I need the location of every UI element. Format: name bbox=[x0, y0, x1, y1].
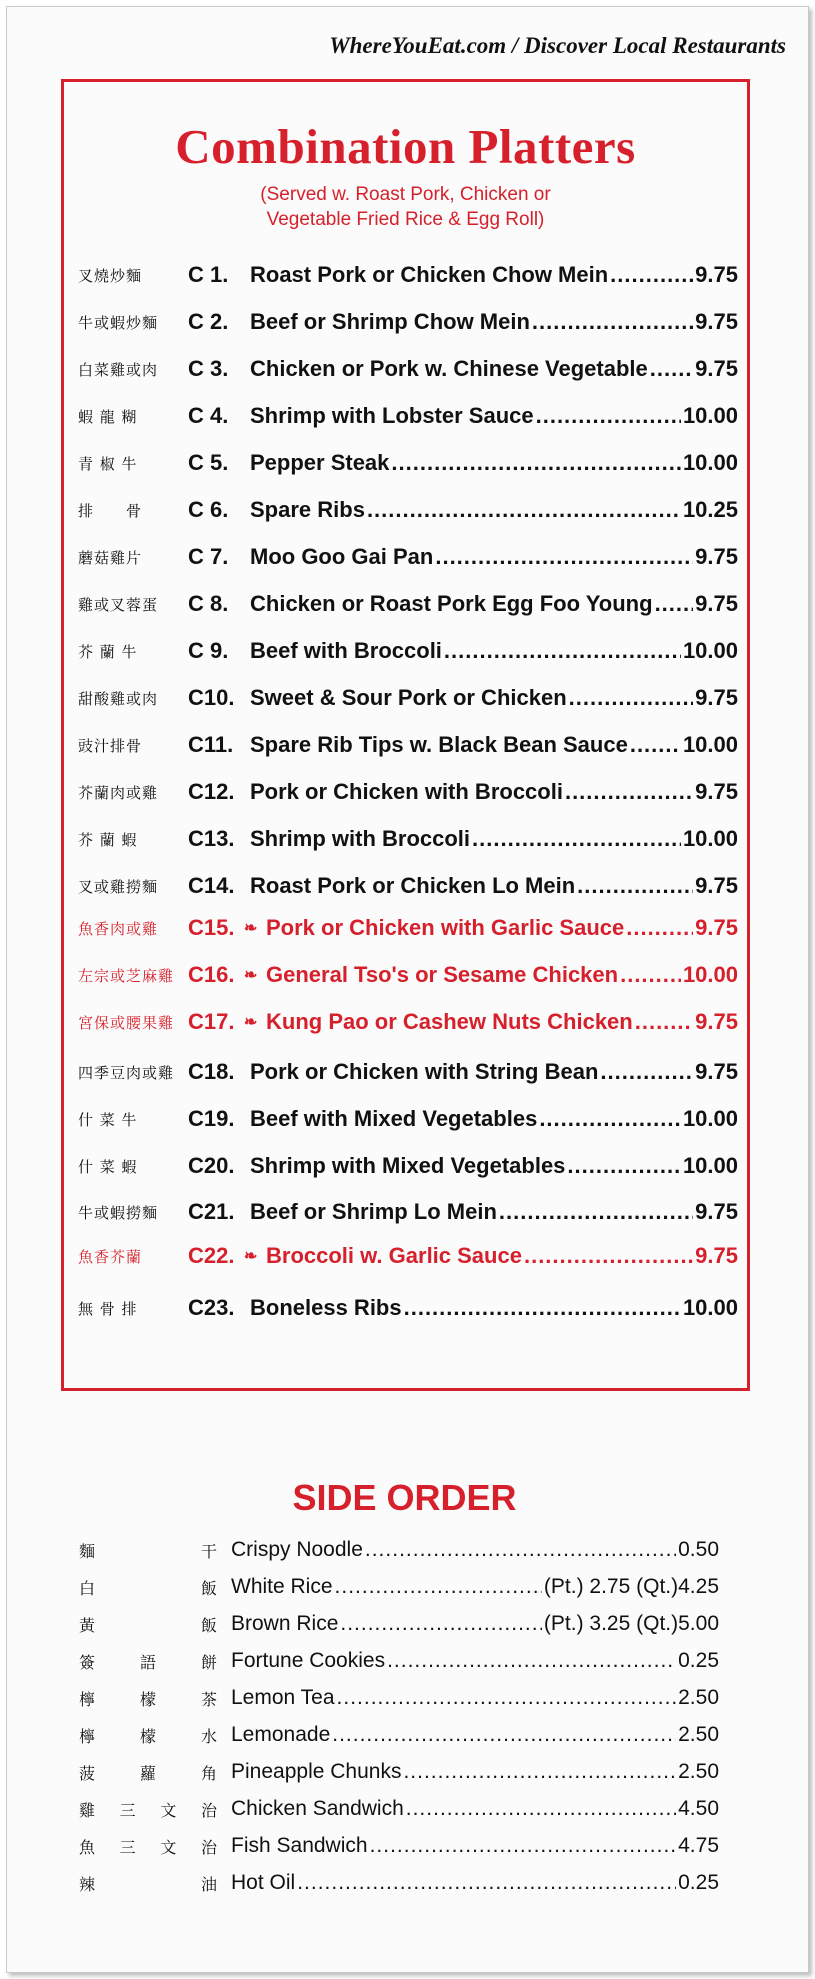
item-code: C20. bbox=[188, 1153, 235, 1178]
leader-dots bbox=[403, 1760, 676, 1784]
item-name: Pork or Chicken with Broccoli bbox=[250, 779, 563, 804]
item-name: Chicken or Roast Pork Egg Foo Young bbox=[250, 591, 653, 616]
side-item bbox=[79, 1646, 719, 1676]
item-name: Beef or Shrimp Chow Mein bbox=[250, 309, 530, 334]
item-price: 9.75 bbox=[695, 1059, 738, 1084]
leader-dots bbox=[340, 1612, 542, 1636]
chinese-name: 魚香芥蘭 bbox=[78, 1247, 143, 1266]
leader-dots bbox=[406, 1797, 676, 1821]
chinese-name bbox=[79, 1613, 231, 1636]
chinese-name: 叉或雞撈麵 bbox=[78, 877, 159, 896]
leader-dots bbox=[297, 1871, 676, 1895]
item-name-wrap bbox=[250, 1199, 695, 1225]
item-price: 9.75 bbox=[695, 873, 738, 898]
item-name: Fortune Cookies bbox=[231, 1649, 386, 1672]
leader-dots bbox=[444, 638, 681, 664]
chinese-name: 蘑菇雞片 bbox=[78, 548, 143, 567]
leader-dots bbox=[472, 826, 681, 852]
item-name-wrap bbox=[250, 1106, 683, 1132]
item-code: C17. bbox=[188, 1009, 235, 1034]
site-header[interactable]: WhereYouEat.com / Discover Local Restaurants bbox=[329, 33, 786, 58]
pint-price: (Pt.) 3.25 (Qt.) bbox=[543, 1612, 679, 1635]
chinese-name: 豉汁排骨 bbox=[78, 736, 143, 755]
item-code: C 4. bbox=[188, 403, 229, 428]
item-price: 10.00 bbox=[682, 1295, 738, 1320]
item-price: 9.75 bbox=[695, 1243, 738, 1268]
chinese-name: 什 菜 蝦 bbox=[78, 1157, 138, 1176]
item-name-wrap bbox=[250, 1059, 695, 1085]
menu-item bbox=[78, 542, 738, 572]
item-name-wrap bbox=[244, 1243, 695, 1269]
item-name: Brown Rice bbox=[231, 1612, 339, 1635]
chinese-char: 治 bbox=[200, 1837, 217, 1857]
chinese-char: 茶 bbox=[200, 1689, 217, 1709]
item-name: Beef with Mixed Vegetables bbox=[250, 1106, 538, 1131]
chinese-char: 檸 bbox=[79, 1689, 96, 1709]
chinese-name: 牛或蝦炒麵 bbox=[78, 313, 159, 332]
menu-item bbox=[78, 636, 738, 666]
item-name-wrap bbox=[250, 638, 683, 664]
item-price: 9.75 bbox=[695, 262, 738, 287]
item-name: Pork or Chicken with Garlic Sauce bbox=[266, 915, 625, 940]
item-price: 2.50 bbox=[678, 1723, 719, 1746]
side-item bbox=[79, 1794, 719, 1824]
leader-dots bbox=[600, 1059, 693, 1085]
item-price: 4.25 bbox=[678, 1575, 719, 1598]
item-name: Fish Sandwich bbox=[231, 1834, 368, 1857]
section-title: Combination Platters bbox=[175, 119, 636, 174]
item-name: Beef with Broccoli bbox=[250, 638, 442, 663]
leader-dots bbox=[367, 497, 681, 523]
item-code: C 2. bbox=[188, 309, 229, 334]
menu-item bbox=[78, 824, 738, 854]
item-price: 2.50 bbox=[678, 1686, 719, 1709]
leader-dots bbox=[565, 779, 693, 805]
chinese-char: 白 bbox=[79, 1578, 96, 1598]
item-name: Hot Oil bbox=[231, 1871, 296, 1894]
chinese-name: 白菜雞或肉 bbox=[78, 360, 159, 379]
item-name: Lemonade bbox=[231, 1723, 331, 1746]
menu-item bbox=[78, 1104, 738, 1134]
chinese-name bbox=[79, 1872, 231, 1895]
menu-item bbox=[78, 960, 738, 990]
menu-item bbox=[78, 683, 738, 713]
leader-dots bbox=[335, 1575, 542, 1599]
item-code: C21. bbox=[188, 1199, 235, 1224]
item-code: C16. bbox=[188, 962, 235, 987]
item-name: Moo Goo Gai Pan bbox=[250, 544, 434, 569]
pepper-icon: ❧ bbox=[244, 1248, 258, 1265]
chinese-name: 什 菜 牛 bbox=[78, 1110, 138, 1129]
item-code: C18. bbox=[188, 1059, 235, 1084]
item-name: Lemon Tea bbox=[231, 1686, 335, 1709]
side-item bbox=[79, 1609, 719, 1639]
item-name: Shrimp with Mixed Vegetables bbox=[250, 1153, 566, 1178]
item-price: 9.75 bbox=[695, 1009, 738, 1034]
chinese-char: 飯 bbox=[200, 1578, 217, 1598]
item-name-wrap bbox=[250, 497, 683, 523]
leader-dots bbox=[391, 450, 681, 476]
chinese-name bbox=[79, 1576, 231, 1599]
item-code: C23. bbox=[188, 1295, 235, 1320]
pepper-icon: ❧ bbox=[244, 967, 258, 984]
item-name: Sweet & Sour Pork or Chicken bbox=[250, 685, 567, 710]
chinese-char: 油 bbox=[200, 1874, 217, 1894]
chinese-char: 菠 bbox=[79, 1763, 96, 1783]
leader-dots bbox=[650, 356, 693, 382]
item-name: General Tso's or Sesame Chicken bbox=[266, 962, 619, 987]
item-code: C11. bbox=[188, 732, 234, 757]
leader-dots bbox=[569, 685, 694, 711]
item-price: 5.00 bbox=[678, 1612, 719, 1635]
item-name: Roast Pork or Chicken Lo Mein bbox=[250, 873, 576, 898]
leader-dots bbox=[337, 1686, 677, 1710]
menu-item bbox=[78, 777, 738, 807]
item-name: Kung Pao or Cashew Nuts Chicken bbox=[266, 1009, 633, 1034]
section-subtitle bbox=[64, 182, 747, 232]
leader-dots bbox=[620, 962, 681, 988]
leader-dots bbox=[404, 1295, 681, 1321]
leader-dots bbox=[567, 1153, 681, 1179]
item-price: 9.75 bbox=[695, 779, 738, 804]
leader-dots bbox=[577, 873, 693, 899]
item-name: Boneless Ribs bbox=[250, 1295, 402, 1320]
chinese-name: 芥 蘭 蝦 bbox=[78, 830, 138, 849]
item-price: 4.50 bbox=[678, 1797, 719, 1820]
chinese-char: 語 bbox=[139, 1652, 156, 1672]
item-code: C 8. bbox=[188, 591, 229, 616]
chinese-name: 青 椒 牛 bbox=[78, 454, 138, 473]
item-code: C 1. bbox=[188, 262, 229, 287]
item-price: 9.75 bbox=[695, 309, 738, 334]
item-name: Spare Rib Tips w. Black Bean Sauce bbox=[250, 732, 628, 757]
item-name: Beef or Shrimp Lo Mein bbox=[250, 1199, 497, 1224]
item-code: C15. bbox=[188, 915, 235, 940]
item-code: C13. bbox=[188, 826, 235, 851]
pepper-icon: ❧ bbox=[244, 920, 258, 937]
leader-dots bbox=[610, 262, 693, 288]
leader-dots bbox=[387, 1649, 676, 1673]
item-price: 0.25 bbox=[678, 1871, 719, 1894]
item-name: Pineapple Chunks bbox=[231, 1760, 402, 1783]
item-price: 2.50 bbox=[678, 1760, 719, 1783]
item-name-wrap bbox=[244, 962, 683, 988]
chinese-name: 牛或蝦撈麵 bbox=[78, 1203, 159, 1222]
item-price: 10.00 bbox=[682, 1106, 738, 1131]
chinese-char: 蘿 bbox=[139, 1763, 156, 1783]
item-name: Chicken Sandwich bbox=[231, 1797, 404, 1820]
menu-item bbox=[78, 448, 738, 478]
item-price: 9.75 bbox=[695, 685, 738, 710]
item-name: Shrimp with Lobster Sauce bbox=[250, 403, 534, 428]
item-price: 10.25 bbox=[682, 497, 738, 522]
item-price: 9.75 bbox=[695, 1199, 738, 1224]
chinese-name: 宮保或腰果雞 bbox=[78, 1013, 175, 1032]
menu-item bbox=[78, 1007, 738, 1037]
side-item bbox=[79, 1757, 719, 1787]
chinese-name bbox=[79, 1650, 231, 1673]
item-price: 4.75 bbox=[678, 1834, 719, 1857]
item-code: C 5. bbox=[188, 450, 229, 475]
chinese-char: 辣 bbox=[79, 1874, 96, 1894]
item-price: 10.00 bbox=[682, 638, 738, 663]
chinese-char: 簽 bbox=[79, 1652, 96, 1672]
item-price: 10.00 bbox=[682, 1153, 738, 1178]
chinese-name bbox=[79, 1724, 231, 1747]
item-code: C 9. bbox=[188, 638, 229, 663]
chinese-char: 水 bbox=[200, 1726, 217, 1746]
chinese-char: 麵 bbox=[79, 1541, 96, 1561]
item-name: Pepper Steak bbox=[250, 450, 390, 475]
chinese-name bbox=[79, 1798, 231, 1821]
item-name: Chicken or Pork w. Chinese Vegetable bbox=[250, 356, 648, 381]
item-name-wrap bbox=[250, 732, 683, 758]
menu-item bbox=[78, 871, 738, 901]
subtitle-line-1: (Served w. Roast Pork, Chicken or bbox=[260, 184, 551, 205]
chinese-name: 叉燒炒麵 bbox=[78, 266, 143, 285]
item-name-wrap bbox=[250, 1295, 683, 1321]
item-name-wrap bbox=[250, 403, 683, 429]
chinese-name: 無 骨 排 bbox=[78, 1299, 138, 1318]
chinese-char: 檬 bbox=[139, 1726, 156, 1746]
leader-dots bbox=[536, 403, 681, 429]
menu-item bbox=[78, 495, 738, 525]
side-item bbox=[79, 1572, 719, 1602]
item-name-wrap bbox=[250, 309, 695, 335]
chinese-name bbox=[79, 1539, 231, 1562]
chinese-char: 干 bbox=[200, 1541, 217, 1561]
chinese-name: 蝦 龍 糊 bbox=[78, 407, 138, 426]
chinese-name: 魚香肉或雞 bbox=[78, 919, 159, 938]
combination-platters-section bbox=[61, 79, 750, 1391]
chinese-char: 餅 bbox=[200, 1652, 217, 1672]
item-code: C19. bbox=[188, 1106, 235, 1131]
item-price: 9.75 bbox=[695, 544, 738, 569]
chinese-name bbox=[79, 1835, 231, 1858]
pepper-icon: ❧ bbox=[244, 1014, 258, 1031]
item-price: 0.25 bbox=[678, 1649, 719, 1672]
side-item bbox=[79, 1831, 719, 1861]
chinese-name bbox=[79, 1761, 231, 1784]
item-name-wrap bbox=[244, 1009, 695, 1035]
menu-item bbox=[78, 589, 738, 619]
chinese-name: 雞或叉蓉蛋 bbox=[78, 595, 159, 614]
subtitle-line-2: Vegetable Fried Rice & Egg Roll) bbox=[266, 209, 545, 230]
menu-item bbox=[78, 307, 738, 337]
item-price: 10.00 bbox=[682, 450, 738, 475]
item-price: 0.50 bbox=[678, 1538, 719, 1561]
item-name: Roast Pork or Chicken Chow Mein bbox=[250, 262, 609, 287]
item-name: Pork or Chicken with String Bean bbox=[250, 1059, 599, 1084]
item-name-wrap bbox=[250, 450, 683, 476]
leader-dots bbox=[499, 1199, 693, 1225]
item-code: C10. bbox=[188, 685, 235, 710]
menu-page bbox=[6, 6, 809, 1973]
item-name-wrap bbox=[250, 873, 695, 899]
item-code: C12. bbox=[188, 779, 235, 804]
item-code: C 6. bbox=[188, 497, 229, 522]
chinese-name: 甜酸雞或肉 bbox=[78, 689, 159, 708]
menu-item bbox=[78, 260, 738, 290]
item-name: Spare Ribs bbox=[250, 497, 365, 522]
menu-item bbox=[78, 1151, 738, 1181]
side-item bbox=[79, 1683, 719, 1713]
chinese-char: 文 bbox=[160, 1800, 177, 1820]
menu-item bbox=[78, 1241, 738, 1271]
menu-item bbox=[78, 401, 738, 431]
item-name-wrap bbox=[250, 591, 695, 617]
leader-dots bbox=[626, 915, 693, 941]
item-price: 9.75 bbox=[695, 356, 738, 381]
item-price: 10.00 bbox=[682, 962, 738, 987]
chinese-char: 治 bbox=[200, 1800, 217, 1820]
leader-dots bbox=[635, 1009, 693, 1035]
chinese-char: 魚 bbox=[79, 1837, 96, 1857]
item-name: Crispy Noodle bbox=[231, 1538, 363, 1561]
leader-dots bbox=[630, 732, 681, 758]
chinese-char: 檬 bbox=[139, 1689, 156, 1709]
pint-price: (Pt.) 2.75 (Qt.) bbox=[543, 1575, 679, 1598]
leader-dots bbox=[539, 1106, 681, 1132]
chinese-name: 左宗或芝麻雞 bbox=[78, 966, 175, 985]
item-name-wrap bbox=[250, 685, 695, 711]
item-code: C14. bbox=[188, 873, 235, 898]
leader-dots bbox=[524, 1243, 693, 1269]
item-code: C 7. bbox=[188, 544, 229, 569]
chinese-char: 文 bbox=[160, 1837, 177, 1857]
item-price: 10.00 bbox=[682, 403, 738, 428]
item-price: 9.75 bbox=[695, 915, 738, 940]
leader-dots bbox=[532, 309, 693, 335]
chinese-char: 三 bbox=[119, 1800, 136, 1820]
chinese-char: 三 bbox=[119, 1837, 136, 1857]
item-name: White Rice bbox=[231, 1575, 333, 1598]
leader-dots bbox=[370, 1834, 677, 1858]
item-name-wrap bbox=[250, 544, 695, 570]
menu-item bbox=[78, 1057, 738, 1087]
side-item bbox=[79, 1868, 719, 1898]
item-name: Shrimp with Broccoli bbox=[250, 826, 471, 851]
side-item bbox=[79, 1720, 719, 1750]
item-price: 9.75 bbox=[695, 591, 738, 616]
menu-item bbox=[78, 354, 738, 384]
menu-item bbox=[78, 730, 738, 760]
item-name-wrap bbox=[244, 915, 695, 941]
chinese-char: 角 bbox=[200, 1763, 217, 1783]
chinese-char: 檸 bbox=[79, 1726, 96, 1746]
leader-dots bbox=[435, 544, 693, 570]
chinese-char: 黃 bbox=[79, 1615, 96, 1635]
leader-dots bbox=[655, 591, 694, 617]
item-code: C 3. bbox=[188, 356, 229, 381]
item-name-wrap bbox=[250, 779, 695, 805]
side-item bbox=[79, 1535, 719, 1565]
chinese-name: 芥蘭肉或雞 bbox=[78, 783, 159, 802]
leader-dots bbox=[365, 1538, 676, 1562]
leader-dots bbox=[332, 1723, 676, 1747]
side-order-title: SIDE ORDER bbox=[292, 1477, 517, 1518]
item-name-wrap bbox=[250, 826, 683, 852]
item-price: 10.00 bbox=[682, 732, 738, 757]
chinese-char: 雞 bbox=[79, 1800, 96, 1820]
chinese-char: 飯 bbox=[200, 1615, 217, 1635]
item-name: Broccoli w. Garlic Sauce bbox=[266, 1243, 522, 1268]
menu-item bbox=[78, 913, 738, 943]
chinese-name: 四季豆肉或雞 bbox=[78, 1063, 175, 1082]
chinese-name: 排 骨 bbox=[78, 501, 143, 520]
item-price: 10.00 bbox=[682, 826, 738, 851]
item-name-wrap bbox=[250, 356, 695, 382]
item-code: C22. bbox=[188, 1243, 235, 1268]
item-name-wrap bbox=[250, 262, 695, 288]
chinese-name bbox=[79, 1687, 231, 1710]
menu-item bbox=[78, 1293, 738, 1323]
item-name-wrap bbox=[250, 1153, 683, 1179]
chinese-name: 芥 蘭 牛 bbox=[78, 642, 138, 661]
menu-item bbox=[78, 1197, 738, 1227]
